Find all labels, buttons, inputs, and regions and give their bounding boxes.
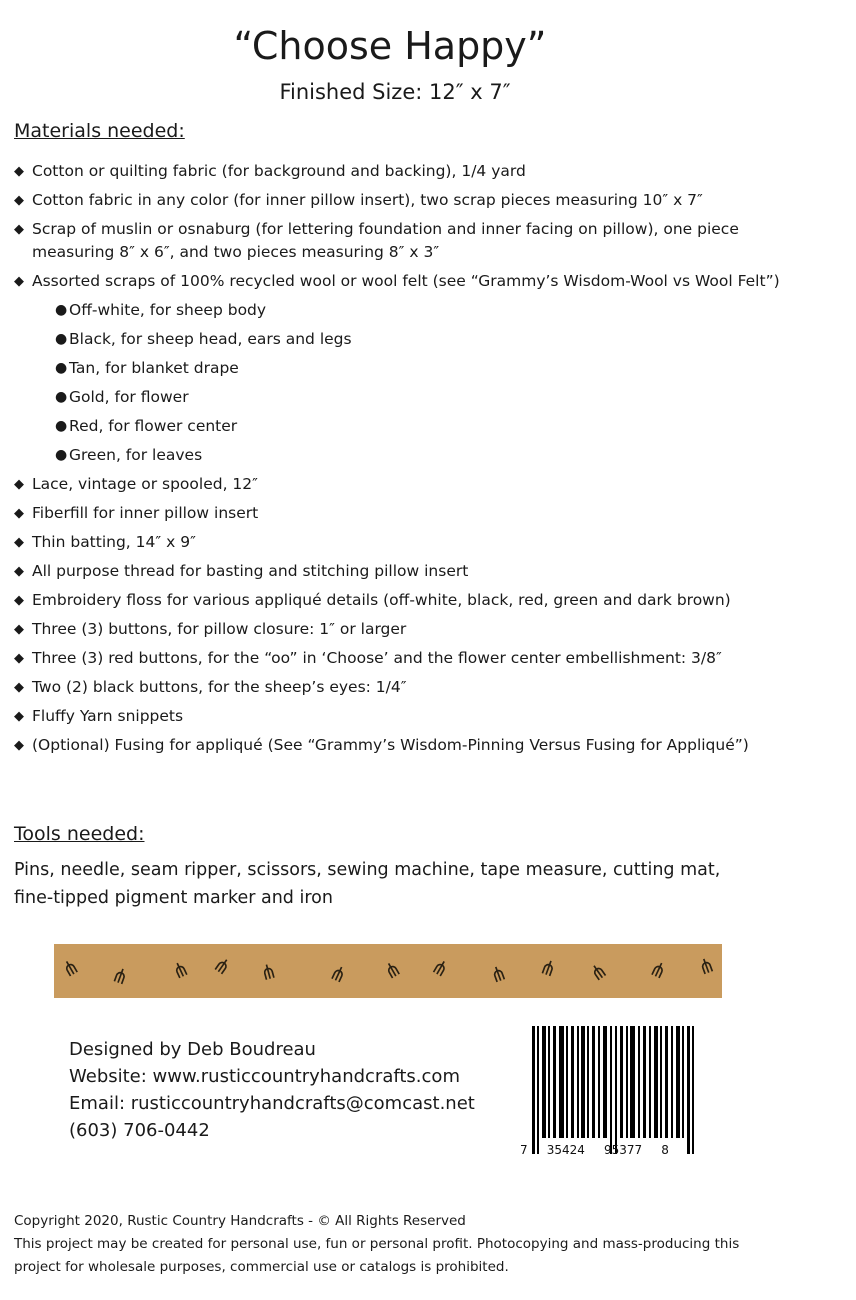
list-item: ◆ Three (3) buttons, for pillow closure: 1″ or larger [14,618,804,641]
list-item: ◆ Fluffy Yarn snippets [14,705,804,728]
finished-size: Finished Size: 12″ x 7″ [279,80,511,104]
email-text: Email: rusticcountryhandcrafts@comcast.net [69,1093,475,1114]
bird-track-icon: ⋔ [167,955,194,985]
tools-heading: Tools needed: [14,823,145,845]
bird-track-icon: ⋔ [208,951,237,981]
list-item: ◆ All purpose thread for basting and stitching pillow insert [14,560,804,583]
copyright-notice [14,1210,784,1279]
sub-list-item: ● Tan, for blanket drape [14,357,804,380]
list-item: ◆ Lace, vintage or spooled, 12″ [14,473,804,496]
list-item: ◆ Assorted scraps of 100% recycled wool or wool felt (see “Grammy’s Wisdom-Wool vs Wool Felt”) [14,270,804,293]
list-item: ◆ Thin batting, 14″ x 9″ [14,531,804,554]
tools-text: Pins, needle, seam ripper, scissors, sewing machine, tape measure, cutting mat, fine-tipped pigment marker and iron [14,860,721,908]
website-text: Website: www.rusticcountryhandcrafts.com [69,1066,460,1087]
copyright-line: Copyright 2020, Rustic Country Handcrafts - © All Rights Reserved [14,1213,466,1229]
bullet-icon: ● [55,447,68,463]
page-title: “Choose Happy” [233,24,547,68]
materials-heading: Materials needed: [14,120,185,142]
sub-list-item: ● Gold, for flower [14,386,804,409]
bullet-icon: ● [55,389,68,405]
barcode-digits: 7 35424 95377 8 [520,1143,669,1157]
contact-info [69,1036,475,1144]
materials-list [14,160,804,763]
bullet-icon: ● [55,360,68,376]
list-item: ◆ Cotton fabric in any color (for inner pillow insert), two scrap pieces measuring 10″ x 7″ [14,189,804,212]
decorative-bird-tracks-band [54,944,722,998]
phone-text: (603) 706-0442 [69,1120,210,1141]
bullet-icon: ● [55,418,68,434]
bird-track-icon: ⋔ [584,957,613,987]
bird-track-icon: ⋔ [645,955,672,985]
bird-track-icon: ⋔ [325,959,352,989]
designer-credit: Designed by Deb Boudreau [69,1039,316,1060]
bird-track-icon: ⋔ [536,953,561,983]
list-item: ◆ (Optional) Fusing for appliqué (See “Grammy’s Wisdom-Pinning Versus Fusing for Appliqué”) [14,734,804,757]
sub-list-item: ● Off-white, for sheep body [14,299,804,322]
bird-track-icon: ⋔ [257,958,280,986]
sub-list-item: ● Green, for leaves [14,444,804,467]
list-item: ◆ Fiberfill for inner pillow insert [14,502,804,525]
list-item: ◆ Three (3) red buttons, for the “oo” in ‘Choose’ and the flower center embellishment: 3/8″ [14,647,804,670]
bullet-icon: ● [55,331,68,347]
bird-track-icon: ⋔ [486,959,511,989]
bird-track-icon: ⋔ [57,953,84,983]
bird-track-icon: ⋔ [108,961,133,991]
bird-track-icon: ⋔ [427,953,454,983]
sub-list-item: ● Red, for flower center [14,415,804,438]
bird-track-icon: ⋔ [694,951,719,981]
list-item: ◆ Cotton or quilting fabric (for background and backing), 1/4 yard [14,160,804,183]
usage-terms: This project may be created for personal use, fun or personal profit. Photocopying and mass-producing this project for wholesale purposes, commercial use or catalogs is prohibited. [14,1236,740,1275]
bullet-icon: ● [55,302,68,318]
list-item: ◆ Embroidery floss for various appliqué details (off-white, black, red, green and dark brown) [14,589,804,612]
list-item: ◆ Two (2) black buttons, for the sheep’s eyes: 1/4″ [14,676,804,699]
bird-track-icon: ⋔ [379,955,406,985]
list-item: ◆ Scrap of muslin or osnaburg (for lettering foundation and inner facing on pillow), one piece measuring 8″ x 6″, and two pieces measuring 8″ x 3″ [14,218,804,264]
sub-list-item: ● Black, for sheep head, ears and legs [14,328,804,351]
